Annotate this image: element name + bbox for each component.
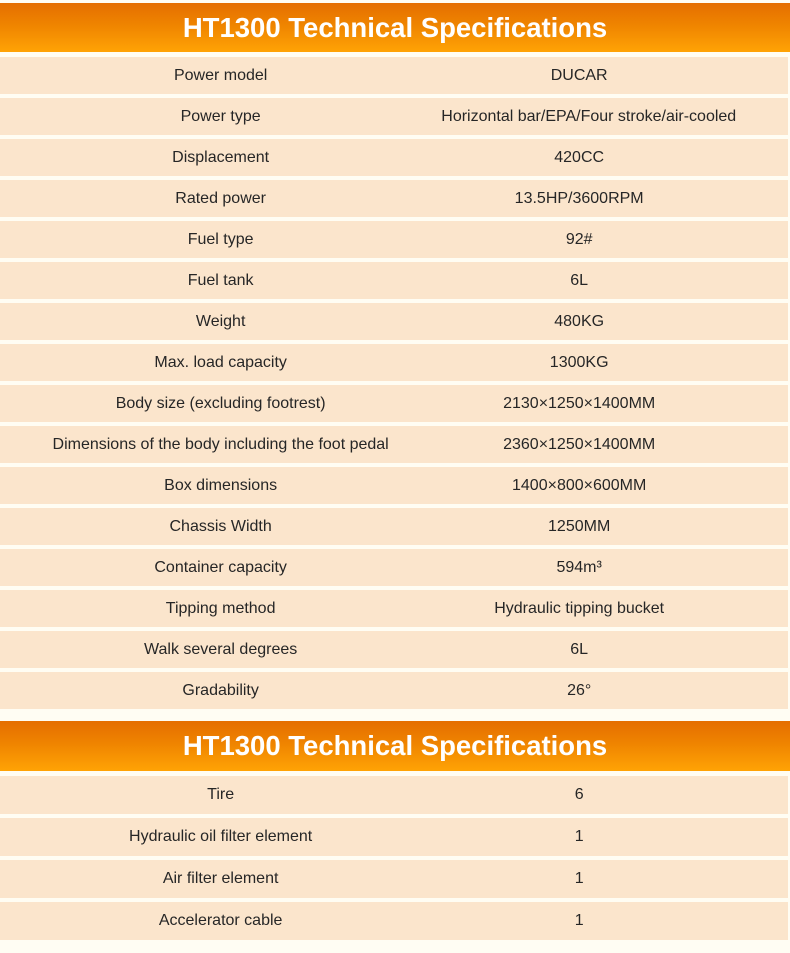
table-row bbox=[0, 57, 788, 94]
spec-value: 1250MM bbox=[548, 517, 611, 535]
spec-value: 6 bbox=[574, 786, 584, 803]
spec-label: Dimensions of the body including the foot pedal bbox=[52, 435, 389, 453]
table-row bbox=[0, 139, 788, 176]
table-row bbox=[0, 426, 788, 463]
spec-label: Tipping method bbox=[165, 599, 276, 617]
table-row bbox=[0, 467, 788, 504]
spec-label: Max. load capacity bbox=[154, 353, 287, 371]
table-row bbox=[0, 776, 788, 814]
table-row bbox=[0, 344, 788, 381]
spec-label: Walk several degrees bbox=[144, 640, 298, 658]
spec-label: Fuel type bbox=[187, 230, 254, 248]
spec-label: Power model bbox=[173, 66, 268, 84]
spec-value: Horizontal bar/EPA/Four stroke/air-cooled bbox=[441, 107, 737, 125]
table-row bbox=[0, 902, 788, 940]
spec-label: Fuel tank bbox=[187, 271, 254, 289]
spec-label: Rated power bbox=[175, 189, 266, 207]
spec-value: 2360×1250×1400MM bbox=[503, 435, 656, 453]
spec-label: Container capacity bbox=[154, 558, 287, 576]
spec-value: 1 bbox=[574, 912, 584, 929]
section-header-1 bbox=[0, 3, 790, 52]
table-row bbox=[0, 180, 788, 217]
spec-value: 26° bbox=[567, 681, 592, 699]
spec-value: 1400×800×600MM bbox=[512, 476, 647, 494]
table-row bbox=[0, 549, 788, 586]
spec-value: 420CC bbox=[554, 148, 605, 166]
spec-value: 13.5HP/3600RPM bbox=[514, 189, 644, 207]
spec-value: 1 bbox=[574, 828, 584, 845]
spec-value: 2130×1250×1400MM bbox=[503, 394, 656, 412]
table-row bbox=[0, 221, 788, 258]
table-row bbox=[0, 818, 788, 856]
spec-value: 594m³ bbox=[556, 558, 602, 576]
spec-label: Box dimensions bbox=[164, 476, 278, 494]
page-title: HT1300 Technical Specifications bbox=[182, 730, 608, 761]
table-row bbox=[0, 590, 788, 627]
spec-label: Power type bbox=[180, 107, 261, 125]
spec-value: 480KG bbox=[554, 312, 605, 330]
spec-value: 92# bbox=[565, 230, 593, 248]
spec-value: 6L bbox=[570, 271, 589, 289]
spec-table-2 bbox=[0, 776, 790, 940]
spec-label: Air filter element bbox=[162, 870, 279, 887]
spec-label: Body size (excluding footrest) bbox=[115, 394, 326, 412]
table-row bbox=[0, 303, 788, 340]
spec-value: 6L bbox=[570, 640, 589, 658]
table-row bbox=[0, 672, 788, 709]
spec-value: Hydraulic tipping bucket bbox=[494, 599, 665, 617]
spec-label: Gradability bbox=[182, 681, 259, 699]
section-header-2 bbox=[0, 721, 790, 771]
spec-label: Weight bbox=[195, 312, 246, 330]
spec-value: 1 bbox=[574, 870, 584, 887]
spec-label: Accelerator cable bbox=[158, 912, 283, 929]
table-row bbox=[0, 508, 788, 545]
spec-value: 1300KG bbox=[549, 353, 609, 371]
spec-label: Displacement bbox=[172, 148, 270, 166]
spec-label: Chassis Width bbox=[169, 517, 272, 535]
table-row bbox=[0, 385, 788, 422]
spec-label: Tire bbox=[207, 786, 235, 803]
table-row bbox=[0, 262, 788, 299]
table-row bbox=[0, 860, 788, 898]
spec-table-1 bbox=[0, 57, 790, 709]
table-row bbox=[0, 98, 788, 135]
spec-value: DUCAR bbox=[550, 66, 608, 84]
table-row bbox=[0, 631, 788, 668]
spec-label: Hydraulic oil filter element bbox=[129, 828, 313, 845]
page-title: HT1300 Technical Specifications bbox=[182, 11, 608, 43]
